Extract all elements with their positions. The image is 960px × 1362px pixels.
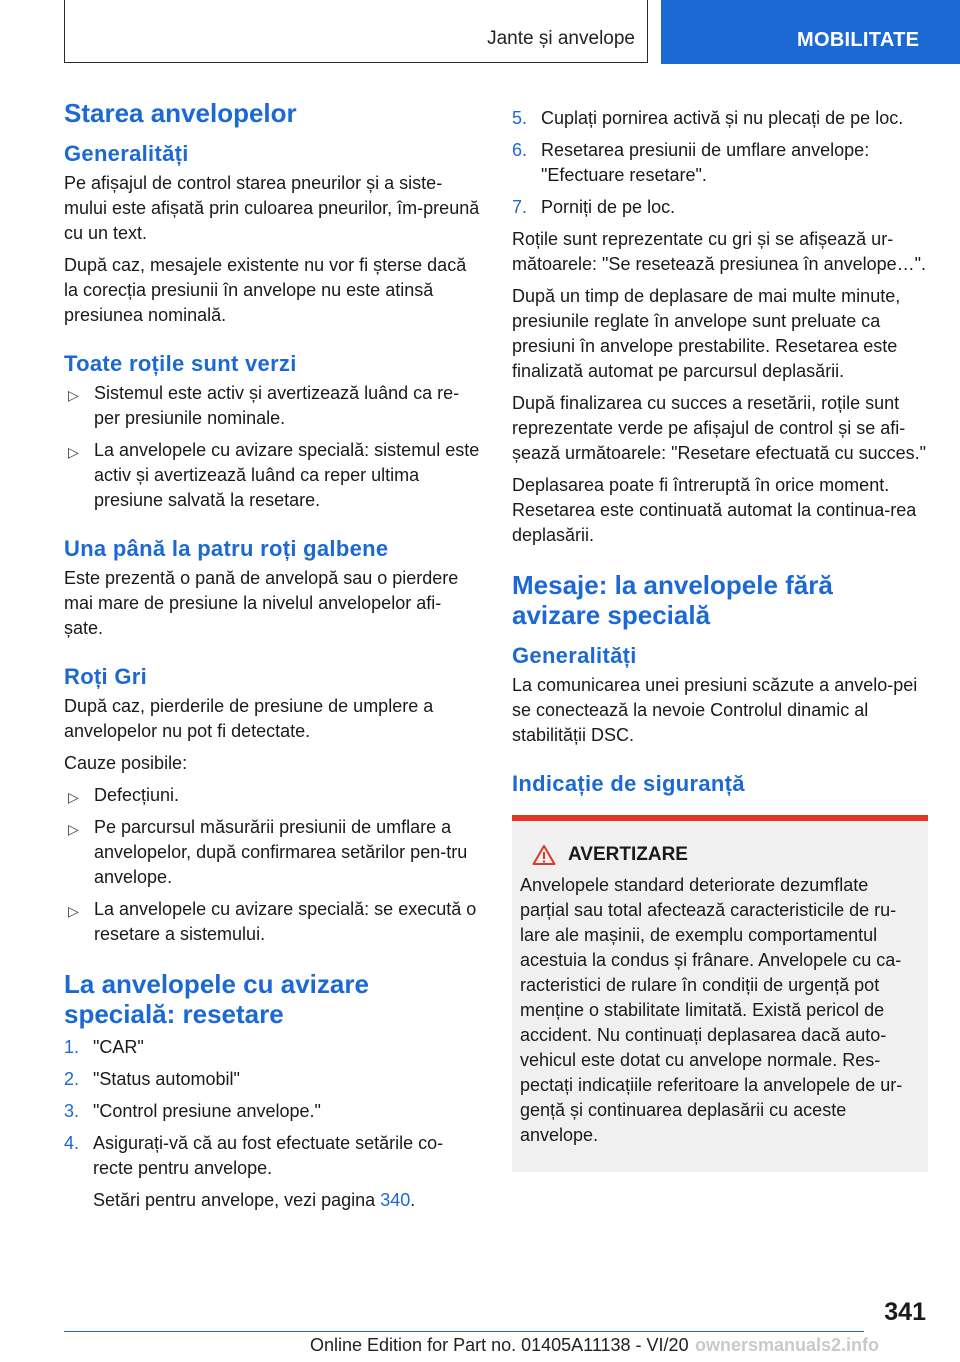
list-item: ▷ Sistemul este activ și avertizează luând ca re-per presiunile nominale. xyxy=(68,383,460,428)
step-item: 3. "Control presiune anvelope." xyxy=(64,1101,321,1121)
yellow-wheels-heading: Una până la patru roți galbene xyxy=(64,536,389,561)
list-item: ▷ Pe parcursul măsurării presiunii de umflare a anvelopelor, după confirmarea setărilor pen-tru anvelope. xyxy=(68,817,468,887)
paragraph: Deplasarea poate fi întreruptă în orice moment. Resetarea este continuată automat la continua-rea deplasării. xyxy=(512,475,917,545)
page-title: Starea anvelopelor xyxy=(64,98,297,128)
chapter-tab-label: MOBILITATE xyxy=(797,29,920,51)
warning-title-row xyxy=(520,843,920,867)
step-item: 4. Asigurați-vă că au fost efectuate setările co-recte pentru anvelope. xyxy=(64,1133,444,1178)
watermark: ownersmanuals2.info xyxy=(695,1335,880,1355)
footer-divider xyxy=(64,1331,864,1332)
step-item: 6. Resetarea presiunii de umflare anvelope: "Efectuare resetare". xyxy=(512,140,870,185)
reset-heading: La anvelopele cu avizare specială: resetare xyxy=(64,969,369,1029)
warning-triangle-icon xyxy=(532,844,556,866)
bullet-triangle-icon: ▷ xyxy=(68,903,79,919)
step-item: 1. "CAR" xyxy=(64,1037,144,1057)
right-column xyxy=(512,106,928,1172)
bullet-triangle-icon: ▷ xyxy=(68,789,79,805)
general-heading: Generalități xyxy=(64,141,189,166)
left-column xyxy=(64,98,480,1220)
paragraph: După un timp de deplasare de mai multe minute, presiunile reglate în anvelope sunt preluate ca presiuni în anvelope prestabilite. Resetarea este finalizată automat pe parcursul deplasării. xyxy=(512,286,901,381)
list-item: ▷ Defecțiuni. xyxy=(64,783,480,808)
bullet-triangle-icon: ▷ xyxy=(68,821,79,837)
step-item: 5. Cuplați pornirea activă și nu plecați de pe loc. xyxy=(512,108,904,128)
safety-heading: Indicație de siguranță xyxy=(512,771,745,796)
grey-wheels-heading: Roți Gri xyxy=(64,664,148,689)
list-item: ▷ La anvelopele cu avizare specială: se execută o resetare a sistemului. xyxy=(68,899,477,944)
header-frame xyxy=(64,0,648,63)
list-item: ▷ La anvelopele cu avizare specială: sistemul este activ și avertizează luând ca reper ultima presiune salvată la resetare. xyxy=(68,440,480,510)
paragraph: Cauze posibile: xyxy=(64,753,188,773)
paragraph: Pe afișajul de control starea pneurilor și a siste-mului este afișată prin culoarea pneurilor, îm-preună cu un text. xyxy=(64,173,480,243)
paragraph: După caz, mesajele existente nu vor fi șterse dacă la corecția presiunii în anvelope nu este atinsă presiunea nominală. xyxy=(64,255,467,325)
messages-heading: Mesaje: la anvelopele fără avizare specială xyxy=(512,570,833,630)
bullet-triangle-icon: ▷ xyxy=(68,387,79,403)
warning-title: AVERTIZARE xyxy=(568,844,688,865)
section-title: Jante și anvelope xyxy=(487,28,635,49)
footer-edition: Online Edition for Part no. 01405A11138 - VI/20 xyxy=(310,1335,689,1355)
paragraph: La comunicarea unei presiuni scăzute a anvelo-pei se conectează la nevoie Controlul dinamic al stabilității DSC. xyxy=(512,675,918,745)
chapter-tab[interactable] xyxy=(661,0,960,64)
step-item: 7. Porniți de pe loc. xyxy=(512,197,676,217)
page-link[interactable]: 340 xyxy=(380,1190,411,1210)
step-item: 2. "Status automobil" xyxy=(64,1069,240,1089)
bullet-triangle-icon: ▷ xyxy=(68,444,79,460)
warning-box xyxy=(512,815,928,1172)
paragraph: După caz, pierderile de presiune de umplere a anvelopelor nu pot fi detectate. xyxy=(64,696,434,741)
page-reference: Setări pentru anvelope, vezi pagina 340. xyxy=(93,1190,416,1210)
warning-text: Anvelopele standard deteriorate dezumflate parțial sau total afectează caracteristicile de ru-lare ale mașinii, de exemplu comportamentul acestuia la condus și frânare. Anvelopele cu ca-racteristici de rulare în condiții de urgență pot menține o stabilitate limitată. Există pericol de accident. Nu continuați deplasarea dacă auto-vehicul este dotat cu anvelope normale. Res-pectați indicațiile referitoare la anvelopele de ur-gență și continuarea deplasării cu aceste anvelope. xyxy=(520,875,903,1145)
paragraph: Este prezentă o pană de anvelopă sau o pierdere mai mare de presiune la nivelul anvelopelor afi-șate. xyxy=(64,568,459,638)
paragraph: Roțile sunt reprezentate cu gri și se afișează ur-mătoarele: "Se resetează presiunea în anvelope…". xyxy=(512,229,927,274)
green-wheels-heading: Toate roțile sunt verzi xyxy=(64,351,297,376)
paragraph: După finalizarea cu succes a resetării, roțile sunt reprezentate verde pe afișajul de control și se afi-șează următoarele: "Resetare efectuată cu succes." xyxy=(512,393,926,463)
general-heading: Generalități xyxy=(512,643,637,668)
page-number: 341 xyxy=(884,1298,926,1326)
